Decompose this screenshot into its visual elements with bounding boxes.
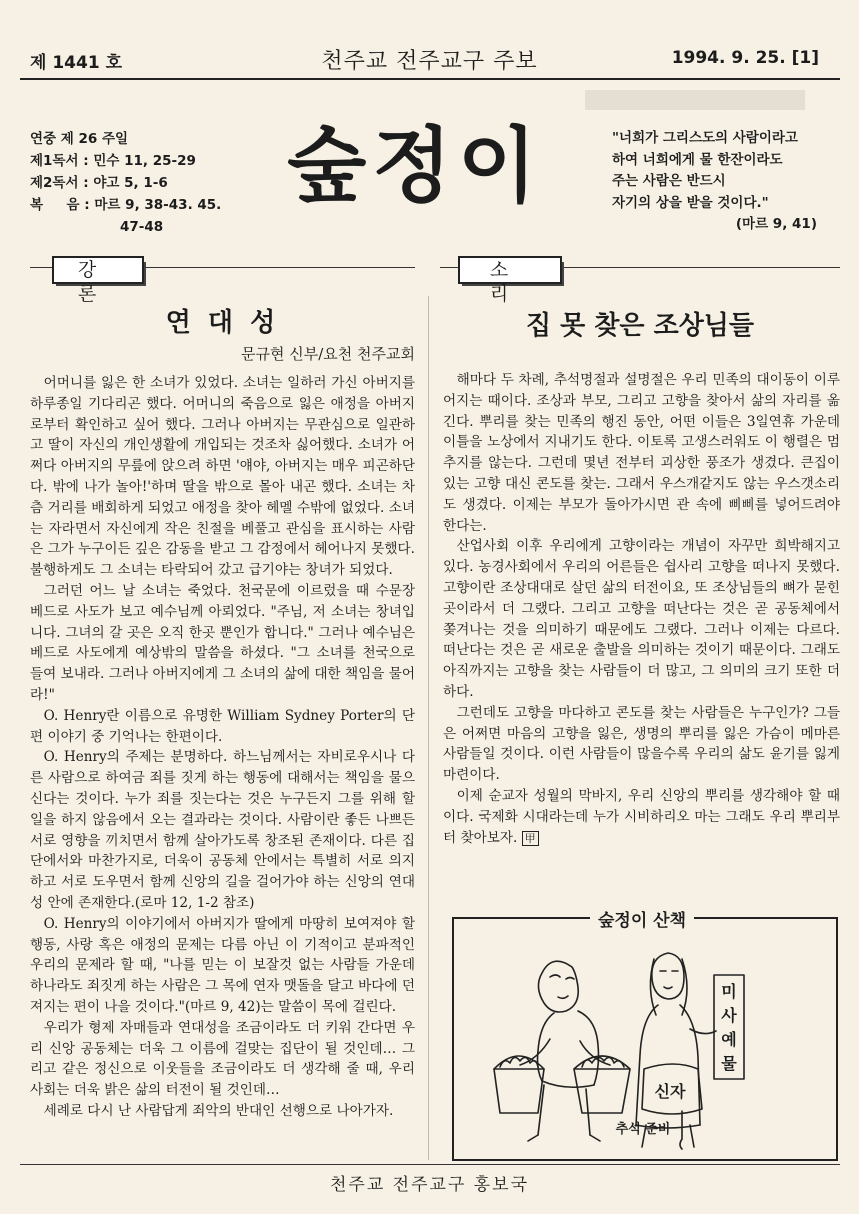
quote-line: 자기의 상을 받을 것이다." (612, 194, 769, 211)
quote-line: 주는 사람은 반드시 (612, 173, 726, 189)
homily-byline: 문규현 신부/요천 천주교회 (241, 345, 415, 363)
paragraph: 해마다 두 차례, 추석명절과 설명절은 우리 민족의 대이동이 이루어지는 때이다. 조상과 부모, 그리고 고향을 찾아서 삶의 자리를 옮긴다. 뿌리를 찾는 민족의 행진 동안, 어떤 이들은 3일연휴 가운데 이틀을 노상에서 지내기도 한다. 이토록 고생스러워도 이 행렬은 멈추지를 않는다. 그런데 몇년 전부터 괴상한 풍조가 생겼다. 큰집이 있는 고향 대신 콘도를 찾는. 그래서 우스개같지도 않는 우스갯소리도 생겼다. 이제는 부모가 돌아가시면 관 속에 삐삐를 넣어드려야 한다는. (443, 372, 840, 534)
gospel-reading (30, 194, 221, 216)
issue-number: 제 1441 호 (30, 53, 122, 73)
cartoon-title: 숲정이 산책 (590, 906, 694, 931)
quote-line: 하여 너희에게 물 한잔이라도 (612, 151, 783, 168)
liturgy-readings (30, 128, 221, 238)
paragraph: O. Henry의 이야기에서 아버지가 딸에게 마땅히 보여져야 할 행동, 사랑 혹은 애정의 문제는 다름 아닌 이 기적이고 분파적인 우리의 문제라 할 때, "나를 믿는 이 보잘것 없는 사람들 가운데 하나라도 죄짓게 하는 사람은 그 목에 연자 맷돌을 달고 바다에 던져지는 편이 나을 것이다."(마르 9, 42)는 말씀이 목에 걸린다. (30, 915, 415, 1015)
cartoon-caption: 추석 준비 (615, 1122, 671, 1137)
paragraph (443, 786, 840, 848)
second-reading: 제2독서 : 야고 5, 1-6 (30, 175, 168, 191)
paragraph: 그런데도 고향을 마다하고 콘도를 찾는 사람들은 누구인가? 그들은 어쩌면 마음의 고향을 잃은, 생명의 뿌리를 잃은 가슴이 메마른 사람들일 것이다. 이런 사람들이 많을수록 우리의 삶도 윤기를 잃게 마련이다. (443, 704, 840, 784)
homily-section-label: 강 론 (52, 256, 144, 284)
paragraph-text: 이제 순교자 성월의 막바지, 우리 신앙의 뿌리를 생각해야 할 때이다. 국제화 시대라는데 누가 시비하리오 마는 그래도 우리 뿌리부터 찾아보자. (443, 787, 840, 846)
paragraph: O. Henry의 주제는 분명하다. 하느님께서는 자비로우시나 다른 사람으로 하여금 죄를 짓게 하는 행동에 대해서는 책임을 물으신다는 것이다. 누가 죄를 짓는다는 것은 누구든지 그를 위해 할 일을 하지 않음에서 오는 결과라는 것이다. 사람이란 좋든 나쁘든 서로 영향을 끼치면서 함께 살아가도록 창조된 존재이다. 다른 집단에서와 마찬가지로, 더욱이 공동체 안에서는 특별히 서로 의지하고 서로 도우면서 함께 신앙의 길을 걸어가야 하는 신앙의 연대성 안에 존재한다.(로마 12, 1-2 참조) (30, 749, 415, 911)
column-divider (428, 296, 429, 1160)
bleed-through-mark (585, 90, 805, 110)
liturgical-week: 연중 제 26 주일 (30, 131, 129, 147)
header-rule (20, 78, 840, 80)
first-reading: 제1독서 : 민수 11, 25-29 (30, 153, 196, 169)
publication-title: 천주교 전주교구 주보 (321, 49, 538, 74)
homily-body (30, 373, 415, 1122)
quote-line: "너희가 그리스도의 사람이라고 (612, 130, 798, 146)
sign-char: 예 (721, 1030, 737, 1049)
issue-date: 1994. 9. 25. [1] (671, 48, 819, 68)
paragraph: O. Henry란 이름으로 유명한 William Sydney Porter의 단편 이야기 중 기억나는 한편이다. (30, 707, 415, 745)
voice-section-label: 소 리 (458, 256, 562, 284)
paragraph: 그러던 어느 날 소녀는 죽었다. 천국문에 이르렀을 때 수문장 베드로 사도가 보고 예수님께 아뢰었다. "주님, 저 소녀는 창녀입니다. 그녀의 갈 곳은 오직 한곳 뿐인가 합니다." 그러나 예수님은 베드로 사도에게 예상밖의 말씀을 하셨다. "그 소녀를 천국으로 들여 보내라. 그러나 아버지에게 그 소녀의 삶에 대한 책임을 물어라!" (30, 582, 415, 703)
footer-rule (20, 1164, 840, 1165)
homily-title: 연 대 성 (165, 308, 280, 338)
masthead-title: 숲정이 (287, 119, 543, 214)
bag-label: 신자 (654, 1082, 686, 1101)
sign-char: 미 (721, 982, 737, 1001)
paragraph: 우리가 형제 자매들과 연대성을 조금이라도 더 키워 간다면 우리 신앙 공동체는 더욱 그 이름에 걸맞는 집단이 될 것인데… 그리고 같은 정신으로 이웃들을 조금이라도 더 생각해 줄 때, 우리 사회는 더욱 밝은 삶의 터전이 될 것인데… (30, 1019, 415, 1099)
paragraph: 산업사회 이후 우리에게 고향이라는 개념이 자꾸만 희박해지고 있다. 농경사회에서 우리의 어른들은 쉽사리 고향을 떠나지 못했다. 고향이란 조상대대로 살던 삶의 터전이요, 또 조상님들의 뼈가 묻힌 곳이라서 더 그랬다. 그리고 고향을 떠난다는 것은 곧 공동체에서 쫒겨나는 것을 의미하기 때문에도 그랬다. 그러나 이제는 다르다. 떠난다는 것은 곧 새로운 출발을 의미하는 것이기 때문이다. 그래도 아직까지는 고향을 찾는 사람들이 더 많고, 그 의미의 크기 또한 더하다. (443, 538, 840, 700)
paragraph: 세례로 다시 난 사람답게 죄악의 반대인 선행으로 나아가자. (43, 1102, 394, 1119)
gospel-label: 복 음 : (30, 197, 90, 213)
editorial-title: 집 못 찾은 조상님들 (525, 311, 755, 341)
gospel-verses: 마르 9, 38-43. 45. (94, 197, 222, 213)
paragraph: 어머니를 잃은 한 소녀가 있었다. 소녀는 일하러 가신 아버지를 하루종일 기다리곤 했다. 어머니의 죽음으로 잃은 애정을 아버지로부터 확인하고 싶어 했다. 그러나 아버지는 무관심으로 일관하고 딸이 자신의 개인생활에 개입되는 것조차 싫어했다. 소녀가 어쩌다 아버지의 무릎에 앉으려 하면 '얘야, 아버지는 매우 피곤하단다. 밖에 나가 놀아!'하며 딸을 밖으로 몰아 내곤 했다. 소녀는 차츰 거리를 배회하게 되었고 애정을 찾아 헤멜 수밖에 없었다. 소녀는 자라면서 자신에게 작은 친절을 베풀고 관심을 표시하는 사람은 그가 누구이든 깊은 감동을 받고 그 감정에서 헤어나지 못했다. 불행하게도 그 소녀는 타락되어 갔고 급기야는 창녀가 되었다. (30, 375, 415, 579)
sign-char: 물 (721, 1054, 737, 1073)
scripture-quote (612, 128, 842, 236)
editorial-body (443, 370, 840, 848)
sign-char: 사 (721, 1006, 737, 1025)
gospel-verses-cont: 47-48 (120, 219, 164, 235)
footer-publisher: 천주교 전주교구 홍보국 (329, 1175, 530, 1195)
quote-reference: (마르 9, 41) (735, 216, 817, 232)
end-mark: 甲 (522, 831, 539, 846)
